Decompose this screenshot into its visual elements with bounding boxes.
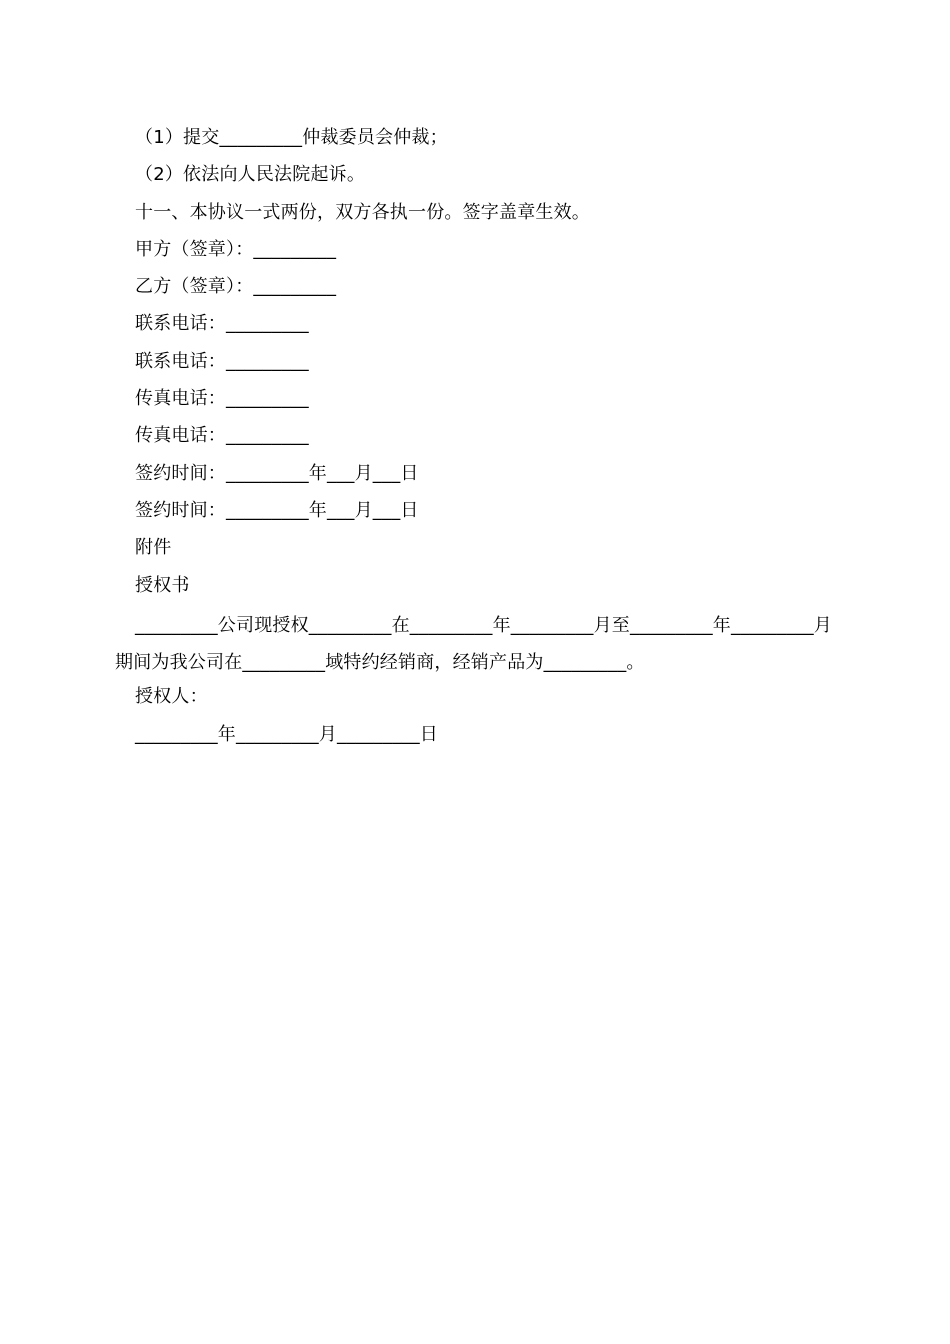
contact-phone-a: 联系电话：_________ (135, 313, 309, 335)
clause-eleven: 十一、本协议一式两份，双方各执一份。签字盖章生效。 (135, 201, 590, 223)
authorizer-label: 授权人： (135, 686, 208, 708)
fax-phone-b: 传真电话：_________ (135, 425, 309, 447)
authorization-date: _________年_________月_________日 (135, 723, 438, 745)
signing-date-a: 签约时间：_________年___月___日 (135, 462, 419, 484)
fax-phone-a: 传真电话：_________ (135, 388, 309, 410)
signing-date-b: 签约时间：_________年___月___日 (135, 499, 419, 521)
document-body (115, 122, 837, 756)
clause-lawsuit: （2）依法向人民法院起诉。 (135, 164, 366, 186)
authorization-title: 授权书 (135, 574, 190, 596)
authorization-paragraph: _________公司现授权_________在_________年_________月至_________年_________月期间为我公司在_________域特约经销商，经销产品为_________。 (115, 614, 832, 674)
clause-arbitration: （1）提交_________仲裁委员会仲裁； (135, 127, 448, 148)
contact-phone-b: 联系电话：_________ (135, 350, 309, 372)
attachment-heading: 附件 (135, 537, 172, 559)
party-b-signature: 乙方（签章）：_________ (135, 276, 337, 298)
party-a-signature: 甲方（签章）：_________ (135, 238, 337, 260)
